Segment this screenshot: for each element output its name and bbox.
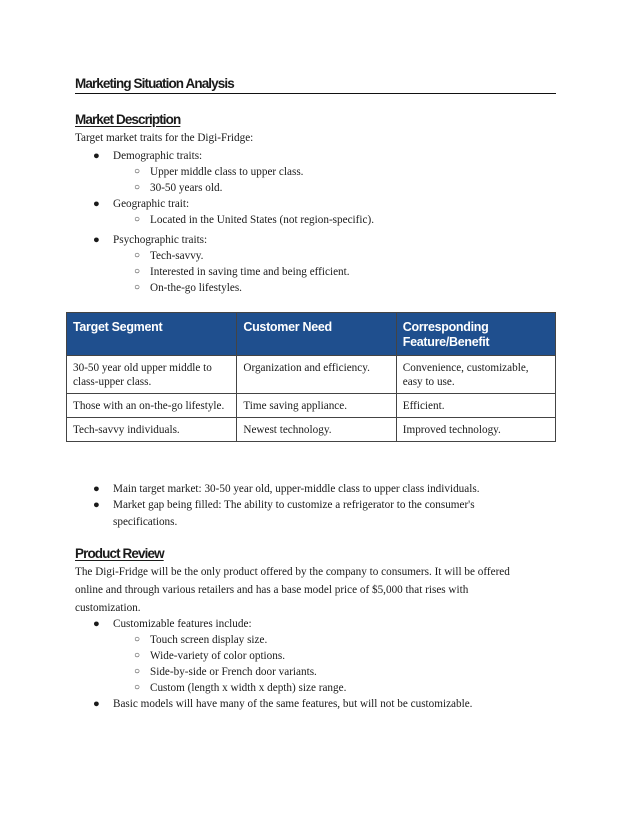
column-header: Customer Need — [237, 313, 396, 356]
segment-table — [66, 312, 556, 442]
customizable-item: Wide-variety of color options. — [150, 650, 286, 662]
geographic-label: Geographic trait: — [113, 198, 190, 210]
product-paragraph-line: The Digi-Fridge will be the only product offered by the company to consumers. It will be offered — [75, 566, 510, 578]
table-row — [67, 394, 556, 418]
psychographic-label: Psychographic traits: — [113, 234, 208, 246]
table-cell: Efficient. — [396, 394, 555, 418]
demographic-item: Upper middle class to upper class. — [150, 166, 304, 178]
circle-bullet-icon: ○ — [134, 214, 141, 225]
market-intro: Target market traits for the Digi-Fridge: — [75, 132, 254, 144]
basic-models-note: Basic models will have many of the same features, but will not be customizable. — [113, 698, 473, 710]
customizable-label: Customizable features include: — [113, 618, 252, 630]
circle-bullet-icon: ○ — [134, 182, 141, 193]
product-review-heading: Product Review — [75, 546, 164, 561]
circle-bullet-icon: ○ — [134, 282, 141, 293]
circle-bullet-icon: ○ — [134, 682, 141, 693]
table-cell: Improved technology. — [396, 418, 555, 442]
bullet-icon: ● — [93, 234, 100, 246]
geographic-item: Located in the United States (not region-specific). — [150, 214, 374, 226]
psychographic-item: Tech-savvy. — [150, 250, 204, 262]
circle-bullet-icon: ○ — [134, 250, 141, 261]
bullet-icon: ● — [93, 698, 100, 710]
column-header: Corresponding Feature/Benefit — [396, 313, 555, 356]
psychographic-item: Interested in saving time and being efficient. — [150, 266, 350, 278]
market-gap-line: Market gap being filled: The ability to customize a refrigerator to the consumer's — [113, 499, 475, 511]
bullet-icon: ● — [93, 618, 100, 630]
product-paragraph-line: online and through various retailers and has a base model price of $5,000 that rises with — [75, 584, 469, 596]
circle-bullet-icon: ○ — [134, 166, 141, 177]
page-heading: Marketing Situation Analysis — [75, 76, 556, 94]
main-target-market: Main target market: 30-50 year old, upper-middle class to upper class individuals. — [113, 483, 480, 495]
table-cell: Convenience, customizable, easy to use. — [396, 356, 555, 394]
table-row — [67, 418, 556, 442]
demographic-label: Demographic traits: — [113, 150, 203, 162]
table-cell: Tech-savvy individuals. — [67, 418, 237, 442]
circle-bullet-icon: ○ — [134, 666, 141, 677]
table-row — [67, 356, 556, 394]
table-cell: Newest technology. — [237, 418, 396, 442]
table-header-row — [67, 313, 556, 356]
psychographic-item: On-the-go lifestyles. — [150, 282, 242, 294]
table-cell: Time saving appliance. — [237, 394, 396, 418]
demographic-item: 30-50 years old. — [150, 182, 223, 194]
circle-bullet-icon: ○ — [134, 650, 141, 661]
circle-bullet-icon: ○ — [134, 266, 141, 277]
column-header: Target Segment — [67, 313, 237, 356]
circle-bullet-icon: ○ — [134, 634, 141, 645]
customizable-item: Side-by-side or French door variants. — [150, 666, 317, 678]
bullet-icon: ● — [93, 483, 100, 495]
table-cell: Organization and efficiency. — [237, 356, 396, 394]
market-gap-line: specifications. — [113, 516, 178, 528]
customizable-item: Touch screen display size. — [150, 634, 268, 646]
product-paragraph-line: customization. — [75, 602, 141, 614]
table-cell: 30-50 year old upper middle to class-upper class. — [67, 356, 237, 394]
table-cell: Those with an on-the-go lifestyle. — [67, 394, 237, 418]
bullet-icon: ● — [93, 499, 100, 511]
market-description-heading: Market Description — [75, 112, 181, 127]
customizable-item: Custom (length x width x depth) size range. — [150, 682, 347, 694]
bullet-icon: ● — [93, 198, 100, 210]
bullet-icon: ● — [93, 150, 100, 162]
